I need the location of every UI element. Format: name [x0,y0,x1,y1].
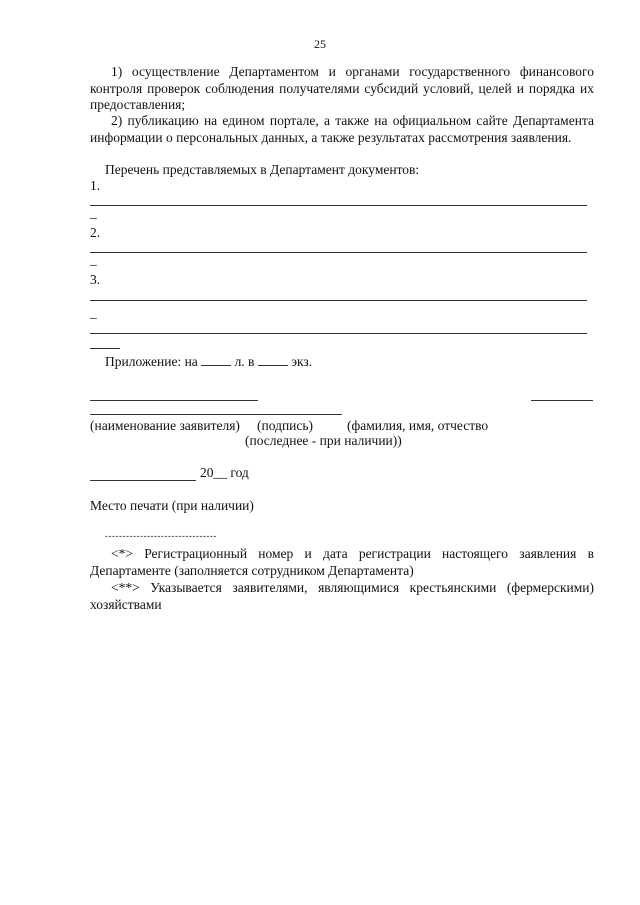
paragraph-consent-publication: 2) публикацию на едином портале, а также на официальном сайте Департамента информации о персональных данных, а также результатах рассмотрения заявления. [90,113,594,145]
item-number-2: 2. [90,225,101,240]
footnote-registration: <*> Регистрационный номер и дата регистрации настоящего заявления в Департаменте (заполняется сотрудником Департамента) [90,546,594,578]
item-number-1: 1. [90,178,101,193]
item-line-3 [90,300,587,301]
item-continuation-1: _ [90,205,97,220]
date-line [90,480,196,481]
fio-line [531,400,593,401]
item-line-3b [90,333,587,334]
item-line-2 [90,252,587,253]
signature-line [90,414,342,415]
label-applicant-name: (наименование заявителя) [90,418,240,433]
date-year-text: 20__ год [200,465,249,480]
stamp-place: Место печати (при наличии) [90,498,254,513]
appendix-line: Приложение: на л. в экз. [105,354,313,369]
page-number: 25 [314,37,326,51]
label-fio-continued: (последнее - при наличии)) [245,433,402,448]
applicant-name-line [90,400,258,401]
item-continuation-3: _ [90,305,97,320]
label-signature: (подпись) [257,418,314,433]
item-continuation-2: _ [90,252,97,267]
paragraph-consent-control: 1) осуществление Департаментом и органами государственного финансового контроля проверок соблюдения получателями субсидий условий, целей и порядка их предоставления; [90,64,594,112]
item-number-3: 3. [90,272,101,287]
documents-heading: Перечень представляемых в Департамент документов: [105,162,420,177]
label-fio: (фамилия, имя, отчество [347,418,489,433]
footnote-farmers: <**> Указывается заявителями, являющимися крестьянскими (фермерскими) хозяйствами [90,580,594,612]
item-line-1 [90,205,587,206]
item-line-3c [90,348,120,349]
footnote-separator: -------------------------------- [105,531,217,541]
